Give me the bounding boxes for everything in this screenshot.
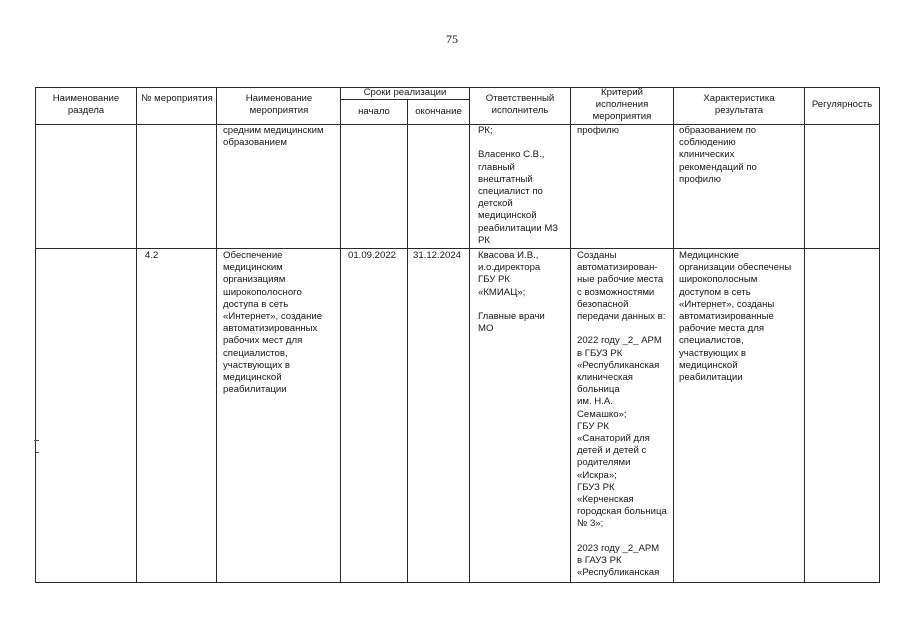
header-start: начало	[358, 106, 390, 117]
header-event-no: № мероприятия	[141, 93, 213, 104]
row1-event-name: средним медицинским образованием	[223, 125, 324, 149]
row2-event-no: 4.2	[145, 250, 159, 261]
header-regularity: Регулярность	[811, 99, 873, 110]
col-border-6	[570, 87, 571, 583]
row2-start: 01.09.2022	[348, 250, 397, 261]
row1-responsible: РК; Власенко С.В., главный внештатный специалист по детской медицинской реабилитации МЗ РК	[478, 125, 559, 246]
table-bottom-border	[35, 582, 880, 583]
row2-criterion: Созданы автоматизирован- ные рабочие места с возможностями безопасной передачи данных в: 2022 году _2_ АРМ в ГБУЗ РК «Республиканская клиническая больница им. Н.А. Семашко»; ГБУ РК «Санаторий для детей и детей с родителями «Искра»; ГБУЗ РК «Керченская городская больница № 3»; 2023 году _2_АРМ в ГАУЗ РК «Республиканская	[577, 250, 667, 579]
col-border-7	[673, 87, 674, 583]
header-result: Характеристика результата	[703, 93, 775, 117]
col-border-8	[804, 87, 805, 583]
header-period: Сроки реализации	[363, 87, 447, 98]
page-number: 75	[446, 32, 458, 46]
col-border-4	[407, 99, 408, 583]
row2-responsible: Квасова И.В., и.о.директора ГБУ РК «КМИАЦ»; Главные врачи МО	[478, 250, 545, 335]
row-separator	[35, 248, 880, 249]
row1-result: образованием по соблюдению клинических рекомендаций по профилю	[679, 125, 757, 185]
col-border-5	[469, 87, 470, 583]
row2-event-name: Обеспечение медицинским организациям широкополосного доступа в сеть «Интернет», создание автоматизированных рабочих мест для специалистов, участвующих в медицинской реабилитации	[223, 250, 323, 396]
scan-mark	[34, 440, 39, 441]
header-end: окончание	[415, 106, 462, 117]
row2-result: Медицинские организации обеспечены широкополосным доступом в сеть «Интернет», созданы автоматизированные рабочие места для специалистов, участвующих в медицинской реабилитации	[679, 250, 792, 384]
scan-mark	[36, 452, 39, 453]
col-border-9	[879, 87, 880, 583]
header-section-name: Наименование раздела	[52, 93, 120, 117]
col-border-2	[216, 87, 217, 583]
col-border-0	[35, 87, 36, 583]
row1-criterion: профилю	[577, 125, 619, 136]
header-criterion: Критерий исполнения мероприятия	[592, 87, 652, 123]
col-border-3	[340, 87, 341, 583]
row2-end: 31.12.2024	[413, 250, 462, 261]
header-responsible: Ответственный исполнитель	[485, 93, 555, 117]
header-event-name: Наименование мероприятия	[245, 93, 313, 117]
col-border-1	[136, 87, 137, 583]
